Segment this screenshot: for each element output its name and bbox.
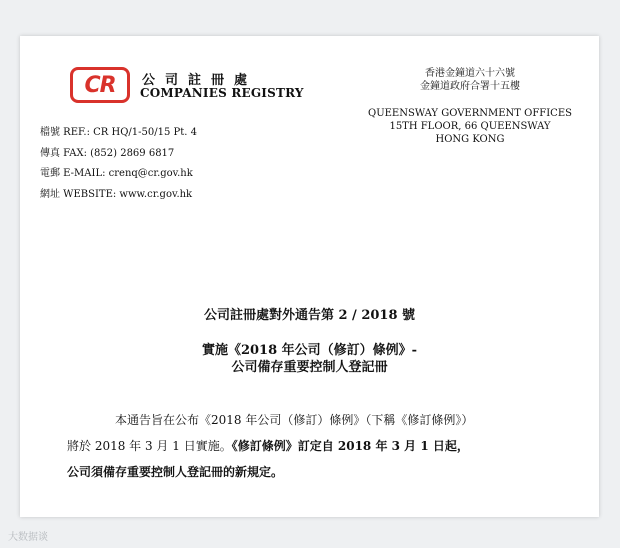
website-address: 網址 WEBSITE: www.cr.gov.hk [40,188,193,200]
fax-number: 傳真 FAX: (852) 2869 6817 [40,147,175,159]
body-line [67,433,587,459]
body-text: 將於 2018 年 3 月 1 日實施。 [67,439,232,453]
address-cn-line: 金鐘道政府合署十五樓 [420,81,520,92]
address-chinese [365,67,575,93]
notice-body [67,407,587,485]
cr-logo-text: CR [84,72,116,98]
source-watermark: 大数据谈 [8,532,48,543]
contact-references [40,123,197,205]
cr-logo [70,67,130,103]
address-en-line: HONG KONG [435,134,505,145]
body-bold-text: 公司須備存重要控制人登記冊的新規定。 [67,465,284,479]
address-cn-line: 香港金鐘道六十六號 [425,68,515,79]
body-line [67,459,587,485]
subject-line: 公司備存重要控制人登記冊 [231,360,388,375]
body-bold-text: 《修訂條例》訂定自 2018 年 3 月 1 日起， [231,439,469,453]
address-en-line: 15TH FLOOR, 66 QUEENSWAY [389,121,551,132]
registry-name-chinese: 公司註冊處 [142,73,258,88]
subject-line: 實施《2018 年公司（修訂）條例》- [201,343,418,358]
reference-number: 檔號 REF.: CR HQ/1-50/15 Pt. 4 [40,127,197,138]
notice-document [20,36,599,517]
registry-name-english: COMPANIES REGISTRY [140,86,304,100]
notice-title: 公司註冊處對外通告第 2 / 2018 號 [203,308,416,323]
address-english [365,107,575,146]
body-line: 本通告旨在公布《2018 年公司（修訂）條例》（下稱《修訂條例》） [115,413,474,427]
notice-subject [20,342,599,376]
email-address: 電郵 E-MAIL: crenq@cr.gov.hk [40,168,193,179]
address-en-line: QUEENSWAY GOVERNMENT OFFICES [368,108,572,119]
